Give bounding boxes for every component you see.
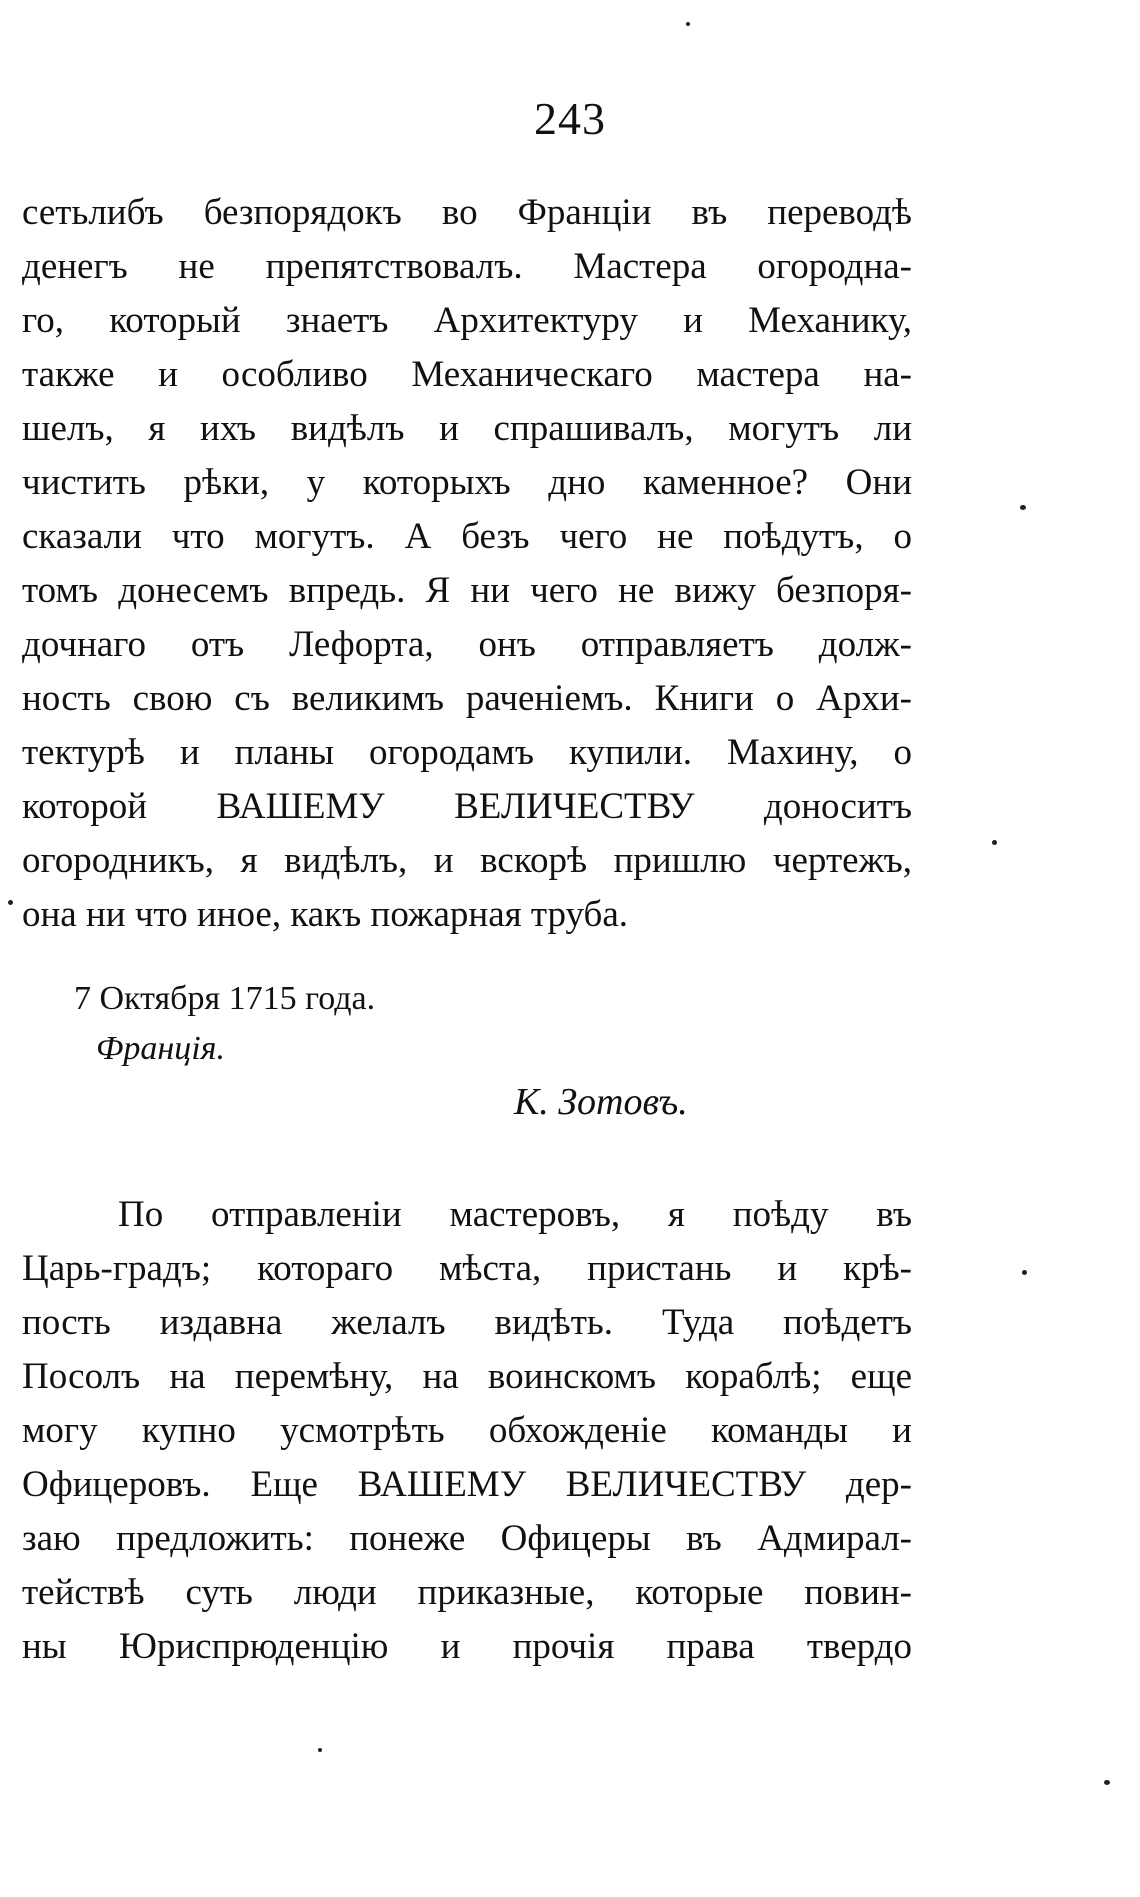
scan-speck (992, 840, 997, 845)
text-line: дочнаго отъ Лефорта, онъ отправляетъ долж- (22, 624, 912, 665)
text-line: шелъ, я ихъ видѣлъ и спрашивалъ, могутъ ли (22, 408, 912, 449)
letter-date: 7 Октября 1715 года. (74, 980, 376, 1017)
text-line: также и особливо Механическаго мастера на- (22, 354, 912, 395)
scan-speck (1104, 1780, 1110, 1785)
text-line: ны Юриспрюденцію и прочія права твердо (22, 1626, 912, 1667)
text-line: могу купно усмотрѣть обхожденіе команды и (22, 1410, 912, 1451)
paragraph-narrative (22, 1188, 912, 1674)
page-number: 243 (534, 93, 606, 144)
text-line: томъ донесемъ впредь. Я ни чего не вижу безпоря- (22, 570, 912, 611)
text-line: Посолъ на перемѣну, на воинскомъ кораблѣ; еще (22, 1356, 912, 1397)
text-line: пость издавна желалъ видѣть. Туда поѣдетъ (22, 1302, 912, 1343)
paragraph-letter (22, 186, 912, 942)
scan-speck (1020, 505, 1026, 510)
text-line: денегъ не препятствовалъ. Мастера огородна- (22, 246, 912, 287)
text-line: заю предложить: понеже Офицеры въ Адмирал- (22, 1518, 912, 1559)
text-line: ность свою съ великимъ раченіемъ. Книги о Архи- (22, 678, 912, 719)
text-line: тектурѣ и планы огородамъ купили. Махину, о (22, 732, 912, 773)
letter-signature: К. Зотовъ. (514, 1081, 688, 1123)
text-line: По отправленіи мастеровъ, я поѣду въ (118, 1194, 912, 1235)
text-line: сетьлибъ безпорядокъ во Франціи въ переводѣ (22, 192, 912, 233)
text-line: Царь-градъ; котораго мѣста, пристань и крѣ- (22, 1248, 912, 1289)
text-line: чистить рѣки, у которыхъ дно каменное? Они (22, 462, 912, 503)
scan-speck (318, 1748, 322, 1752)
letter-place: Франція. (96, 1030, 225, 1067)
text-line: которой ВАШЕМУ ВЕЛИЧЕСТВУ доноситъ (22, 786, 912, 827)
text-line: сказали что могутъ. А безъ чего не поѣдутъ, о (22, 516, 912, 557)
text-line: Офицеровъ. Еще ВАШЕМУ ВЕЛИЧЕСТВУ дер- (22, 1464, 912, 1505)
text-line: го, который знаетъ Архитектуру и Механику, (22, 300, 912, 341)
scan-speck (1022, 1270, 1027, 1275)
text-line: тействѣ суть люди приказные, которые повин- (22, 1572, 912, 1613)
scan-speck (8, 900, 13, 905)
text-line: огородникъ, я видѣлъ, и вскорѣ пришлю чертежъ, (22, 840, 912, 881)
scan-speck (686, 22, 690, 26)
text-line: она ни что иное, какъ пожарная труба. (22, 894, 629, 935)
